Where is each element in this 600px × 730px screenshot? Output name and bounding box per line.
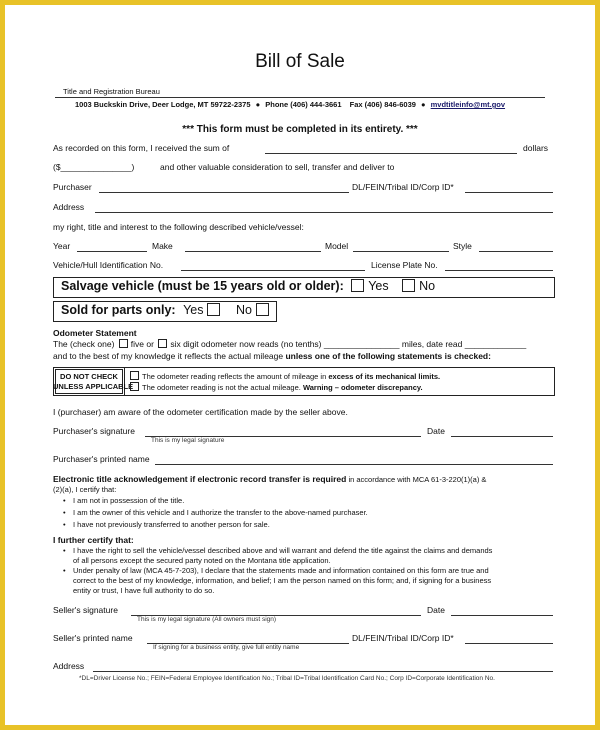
- model-label: Model: [325, 241, 349, 251]
- plate-field[interactable]: [445, 270, 553, 271]
- header-fax: Fax (406) 846-6039: [349, 100, 416, 109]
- year-field[interactable]: [77, 251, 147, 252]
- further-item-text: I have the right to sell the vehicle/vessel described above and will warrant and defend the title against the claims and demands: [73, 546, 493, 555]
- seller-signature-label: Seller's signature: [53, 605, 118, 615]
- seller-date-field[interactable]: [451, 615, 553, 616]
- make-field[interactable]: [185, 251, 321, 252]
- purchaser-date-field[interactable]: [451, 436, 553, 437]
- purchaser-field[interactable]: [99, 192, 349, 193]
- purchaser-id-field[interactable]: [465, 192, 553, 193]
- bullet-icon: ●: [255, 100, 261, 109]
- model-field[interactable]: [353, 251, 449, 252]
- salvage-row: [61, 279, 435, 293]
- bullet-icon: ●: [421, 100, 426, 109]
- vin-label: Vehicle/Hull Identification No.: [53, 260, 164, 270]
- completion-notice: *** This form must be completed in its entirety. ***: [182, 124, 418, 135]
- electronic-item: • I have not previously transferred to another person for sale.: [63, 520, 270, 529]
- salvage-yes-label: Yes: [368, 279, 389, 293]
- odometer-option-2: [130, 382, 423, 392]
- parts-no-checkbox[interactable]: [256, 303, 269, 316]
- electronic-bold: Electronic title acknowledgement if electronic record transfer is required: [53, 474, 347, 484]
- odometer-best-text: and to the best of my knowledge it reflects the actual mileage: [53, 351, 284, 361]
- do-not-check-label: DO NOT CHECK: [60, 372, 118, 381]
- odometer-heading: Odometer Statement: [53, 328, 137, 338]
- further-item-cont: correct to the best of my knowledge, information, and belief; I am the person named on this form; and, if signing for a business: [73, 576, 492, 585]
- salvage-yes-checkbox[interactable]: [351, 279, 364, 292]
- further-item: • I have the right to sell the vehicle/vessel described above and will warrant and defend the title against the claims and demands: [63, 546, 493, 555]
- further-item-text: Under penalty of law (MCA 45-7-203), I declare that the statements made and information contained on this form are true and: [73, 566, 489, 575]
- odometer-check-row: [53, 339, 526, 349]
- parts-no-label: No: [235, 303, 252, 317]
- bureau-name: Title and Registration Bureau: [63, 87, 160, 96]
- option-2-text: The odometer reading is not the actual mileage.: [142, 383, 301, 392]
- make-label: Make: [152, 241, 173, 251]
- discrepancy-checkbox[interactable]: [130, 382, 139, 391]
- seller-id-field[interactable]: [465, 643, 553, 644]
- sum-field[interactable]: [265, 153, 517, 154]
- consideration-text: and other valuable consideration to sell, transfer and deliver to: [160, 162, 395, 172]
- unless-applicable-label: UNLESS APPLICABLE: [53, 382, 134, 391]
- salvage-no-label: No: [419, 279, 436, 293]
- seller-address-field[interactable]: [93, 671, 553, 672]
- purchaser-printed-label: Purchaser's printed name: [53, 454, 150, 464]
- address-label: Address: [53, 202, 85, 212]
- electronic-item: • I am not in possession of the title.: [63, 496, 185, 505]
- electronic-item: • I am the owner of this vehicle and I authorize the transfer to the above-named purchaser.: [63, 508, 368, 517]
- salvage-no-checkbox[interactable]: [402, 279, 415, 292]
- electronic-text: in accordance with MCA 61-3-220(1)(a) &: [348, 475, 487, 484]
- odometer-option-1: [130, 371, 440, 381]
- plate-label: License Plate No.: [371, 260, 438, 270]
- header-phone: Phone (406) 444-3661: [265, 100, 342, 109]
- purchaser-id-label: DL/FEIN/Tribal ID/Corp ID*: [352, 182, 454, 192]
- salvage-label: Salvage vehicle (must be 15 years old or older):: [61, 279, 344, 293]
- electronic-item-text: I am not in possession of the title.: [73, 496, 185, 505]
- seller-address-label: Address: [53, 661, 85, 671]
- purchaser-date-label: Date: [427, 426, 445, 436]
- email-link[interactable]: mvdtitleinfo@mt.gov: [430, 100, 506, 109]
- further-heading: I further certify that:: [53, 535, 134, 545]
- seller-signature-note: This is my legal signature (All owners must sign): [137, 616, 277, 623]
- purchaser-signature-label: Purchaser's signature: [53, 426, 135, 436]
- style-label: Style: [453, 241, 472, 251]
- seller-date-label: Date: [427, 605, 445, 615]
- interest-text: my right, title and interest to the following described vehicle/vessel:: [53, 222, 304, 232]
- document-page: [5, 5, 595, 725]
- sum-label: As recorded on this form, I received the sum of: [53, 143, 230, 153]
- odometer-best-row: [53, 351, 491, 361]
- six-digit-checkbox[interactable]: [158, 339, 167, 348]
- document-title: Bill of Sale: [255, 51, 345, 72]
- excess-limits-checkbox[interactable]: [130, 371, 139, 380]
- purchaser-signature-note: This is my legal signature: [151, 437, 225, 444]
- aware-text: I (purchaser) am aware of the odometer certification made by the seller above.: [53, 407, 348, 417]
- style-field[interactable]: [479, 251, 553, 252]
- header-address: 1003 Buckskin Drive, Deer Lodge, MT 59722-2375: [75, 100, 251, 109]
- parts-row: [61, 303, 273, 317]
- amount-field[interactable]: ($_______________): [53, 162, 135, 172]
- odometer-check-label: The (check one): [53, 339, 115, 349]
- parts-label: Sold for parts only:: [61, 303, 176, 317]
- electronic-row: [53, 474, 486, 484]
- purchaser-printed-field[interactable]: [155, 464, 553, 465]
- five-digit-checkbox[interactable]: [119, 339, 128, 348]
- seller-printed-label: Seller's printed name: [53, 633, 133, 643]
- header-rule: [55, 97, 545, 98]
- electronic-item-text: I am the owner of this vehicle and I authorize the transfer to the above-named purchaser.: [73, 508, 368, 517]
- option-1-text: The odometer reading reflects the amount of mileage in: [142, 372, 327, 381]
- purchaser-label: Purchaser: [53, 182, 92, 192]
- year-label: Year: [53, 241, 71, 251]
- dollars-label: dollars: [523, 143, 549, 153]
- seller-id-label: DL/FEIN/Tribal ID/Corp ID*: [352, 633, 454, 643]
- option-2-bold: Warning – odometer discrepancy.: [302, 383, 423, 392]
- seller-printed-note: If signing for a business entity, give full entity name: [153, 644, 300, 651]
- header-contact: [75, 100, 505, 109]
- five-digit-label: five or: [130, 339, 154, 349]
- electronic-item-text: I have not previously transferred to another person for sale.: [73, 520, 270, 529]
- parts-yes-label: Yes: [183, 303, 204, 317]
- footnote: *DL=Driver License No.; FEIN=Federal Employee Identification No.; Tribal ID=Tribal Identification Card No.; Corp ID=Corporate Identification No.: [79, 675, 495, 682]
- electronic-text-2: (2)(a), I certify that:: [53, 485, 117, 494]
- address-field[interactable]: [95, 212, 553, 213]
- further-item-cont: of all persons except the secured party noted on the Montana title application.: [73, 556, 331, 565]
- six-digit-label: six digit odometer now reads (no tenths) ________________ miles, date read _____________: [170, 339, 527, 349]
- option-1-bold: excess of its mechanical limits.: [328, 372, 441, 381]
- parts-yes-checkbox[interactable]: [207, 303, 220, 316]
- odometer-best-bold: unless one of the following statements is checked:: [285, 351, 491, 361]
- further-item-cont: entity or trust, I have full authority to do so.: [73, 586, 215, 595]
- further-item: • Under penalty of law (MCA 45-7-203), I declare that the statements made and information contained on this form are true and: [63, 566, 489, 575]
- vin-field[interactable]: [181, 270, 365, 271]
